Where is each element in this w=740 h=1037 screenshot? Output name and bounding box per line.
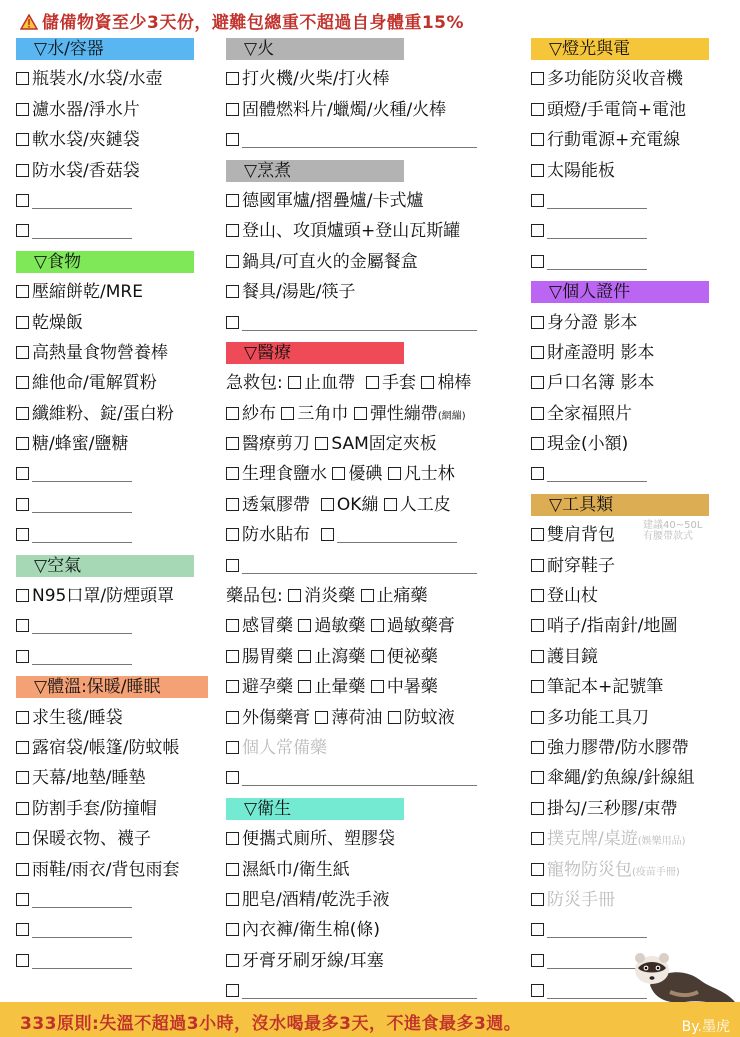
checkbox[interactable] — [366, 376, 379, 389]
checklist-item[interactable]: 濕紙巾/衛生紙 — [226, 855, 526, 885]
checkbox[interactable] — [226, 650, 239, 663]
checkbox[interactable] — [16, 72, 29, 85]
blank-line[interactable] — [32, 528, 132, 543]
checkbox[interactable] — [226, 498, 239, 511]
checkbox[interactable] — [226, 133, 239, 146]
checklist-item[interactable]: 多功能防災收音機 — [531, 64, 736, 94]
blank-item[interactable] — [531, 459, 736, 489]
checkbox[interactable] — [531, 346, 544, 359]
checkbox[interactable] — [531, 407, 544, 420]
blank-line[interactable] — [242, 133, 477, 148]
firstaid-label: 急救包: — [226, 373, 283, 394]
checklist-item[interactable]: 內衣褲/衛生棉(條) — [226, 915, 526, 945]
checkbox[interactable] — [531, 863, 544, 876]
blank-item[interactable] — [16, 186, 216, 216]
checklist-item[interactable]: 打火機/火柴/打火棒 — [226, 64, 526, 94]
author-signature: By.墨虎 — [681, 1019, 730, 1035]
blank-item[interactable] — [226, 551, 526, 581]
checkbox[interactable] — [531, 72, 544, 85]
checklist-item[interactable]: 全家福照片 — [531, 399, 736, 429]
checkbox[interactable] — [388, 467, 401, 480]
checkbox[interactable] — [288, 589, 301, 602]
checkbox[interactable] — [371, 619, 384, 632]
checklist-item[interactable]: 糖/蜂蜜/鹽糖 — [16, 429, 216, 459]
checkbox[interactable] — [16, 589, 29, 602]
section-fire-header: ▽火 — [226, 38, 404, 60]
checkbox[interactable] — [531, 194, 544, 207]
checklist-item[interactable]: 瓶裝水/水袋/水壺 — [16, 64, 216, 94]
checklist-item[interactable]: 防水袋/香菇袋 — [16, 156, 216, 186]
checklist-item[interactable]: 防割手套/防撞帽 — [16, 794, 216, 824]
checkbox[interactable] — [226, 893, 239, 906]
checkbox[interactable] — [332, 467, 345, 480]
blank-line[interactable] — [547, 467, 647, 482]
checkbox[interactable] — [298, 619, 311, 632]
blank-item[interactable] — [16, 520, 216, 550]
section-light-header: ▽燈光與電 — [531, 38, 709, 60]
checkbox[interactable] — [531, 954, 544, 967]
checklist-item[interactable]: 軟水袋/夾鏈袋 — [16, 125, 216, 155]
checkbox[interactable] — [226, 224, 239, 237]
checklist-item[interactable]: 牙膏牙刷牙線/耳塞 — [226, 946, 526, 976]
checkbox[interactable] — [16, 103, 29, 116]
checkbox[interactable] — [531, 133, 544, 146]
checkbox[interactable] — [354, 407, 367, 420]
checkbox[interactable] — [226, 72, 239, 85]
checkbox[interactable] — [531, 316, 544, 329]
checkbox[interactable] — [321, 528, 334, 541]
blank-item[interactable] — [16, 946, 216, 976]
checkbox[interactable] — [298, 650, 311, 663]
medical-row: 防水貼布 — [226, 520, 526, 550]
section-medical-header: ▽醫療 — [226, 342, 404, 364]
blank-line[interactable] — [242, 984, 477, 999]
blank-line[interactable] — [32, 498, 132, 513]
checkbox[interactable] — [531, 619, 544, 632]
checkbox[interactable] — [226, 437, 239, 450]
checkbox[interactable] — [531, 528, 544, 541]
checklist-item[interactable]: 頭燈/手電筒+電池 — [531, 95, 736, 125]
checkbox[interactable] — [531, 802, 544, 815]
checkbox[interactable] — [531, 741, 544, 754]
checklist-item[interactable]: 求生毯/睡袋 — [16, 703, 216, 733]
blank-line[interactable] — [32, 923, 132, 938]
checklist-item[interactable]: 天幕/地墊/睡墊 — [16, 763, 216, 793]
column-left — [16, 38, 216, 976]
checkbox[interactable] — [226, 984, 239, 997]
section-water-header: ▽水/容器 — [16, 38, 194, 60]
checkbox[interactable] — [531, 164, 544, 177]
checklist-item[interactable]: 多功能工具刀 — [531, 703, 736, 733]
checklist-item[interactable]: 登山杖 — [531, 581, 736, 611]
checkbox[interactable] — [16, 498, 29, 511]
checkbox[interactable] — [226, 711, 239, 724]
blank-item[interactable] — [16, 915, 216, 945]
medical-row: 醫療剪刀 SAM固定夾板 — [226, 429, 526, 459]
rule-333-text: 333原則:失溫不超過3小時，沒水喝最多3天，不進食最多3週。 — [20, 1014, 522, 1034]
checkbox[interactable] — [226, 923, 239, 936]
blank-line[interactable] — [547, 923, 647, 938]
checkbox[interactable] — [531, 589, 544, 602]
checklist-item[interactable]: 耐穿鞋子 — [531, 551, 736, 581]
checklist-item[interactable]: 現金(小額) — [531, 429, 736, 459]
checklist-item[interactable]: 固體燃料片/蠟燭/火種/火棒 — [226, 95, 526, 125]
blank-line[interactable] — [242, 771, 477, 786]
checkbox[interactable] — [226, 741, 239, 754]
checklist-item[interactable]: 哨子/指南針/地圖 — [531, 611, 736, 641]
checkbox[interactable] — [16, 893, 29, 906]
blank-item[interactable] — [16, 611, 216, 641]
checklist-item[interactable]: 露宿袋/帳篷/防蚊帳 — [16, 733, 216, 763]
blank-line[interactable] — [337, 528, 457, 543]
checkbox[interactable] — [361, 589, 374, 602]
meds-row: 外傷藥膏 薄荷油 防蚊液 — [226, 703, 526, 733]
checkbox[interactable] — [16, 954, 29, 967]
checklist-item[interactable]: 雨鞋/雨衣/背包雨套 — [16, 855, 216, 885]
backpack-note: 建議40~50L 有腰帶款式 — [643, 520, 703, 543]
checkbox[interactable] — [16, 194, 29, 207]
checklist-item[interactable]: 身分證 影本 — [531, 308, 736, 338]
checkbox[interactable] — [531, 680, 544, 693]
blank-item[interactable] — [16, 216, 216, 246]
column-right — [531, 38, 736, 1007]
blank-line[interactable] — [32, 224, 132, 239]
checkbox[interactable] — [226, 407, 239, 420]
checklist-item[interactable]: 行動電源+充電線 — [531, 125, 736, 155]
blank-line[interactable] — [242, 316, 477, 331]
checkbox[interactable] — [16, 650, 29, 663]
checkbox[interactable] — [388, 711, 401, 724]
checkbox[interactable] — [531, 376, 544, 389]
checklist-item[interactable]: 寵物防災包(疫苗手冊) — [531, 855, 736, 885]
checkbox[interactable] — [531, 103, 544, 116]
checkbox[interactable] — [281, 407, 294, 420]
section-id-header: ▽個人證件 — [531, 281, 709, 303]
checkbox[interactable] — [16, 467, 29, 480]
checkbox[interactable] — [531, 224, 544, 237]
checkbox[interactable] — [16, 832, 29, 845]
checkbox[interactable] — [531, 467, 544, 480]
checklist-item[interactable]: 護目鏡 — [531, 642, 736, 672]
firstaid-row: 急救包: 止血帶 手套 棉棒 — [226, 373, 472, 394]
checkbox[interactable] — [531, 650, 544, 663]
checkbox[interactable] — [226, 255, 239, 268]
checklist-item[interactable]: 餐具/湯匙/筷子 — [226, 277, 526, 307]
meds-row: 腸胃藥 止瀉藥 便祕藥 — [226, 642, 526, 672]
checkbox[interactable] — [16, 346, 29, 359]
blank-item[interactable] — [226, 763, 526, 793]
checkbox[interactable] — [226, 619, 239, 632]
checkbox[interactable] — [226, 194, 239, 207]
checkbox[interactable] — [226, 285, 239, 298]
section-warm-header: ▽體溫:保暖/睡眠 — [16, 676, 208, 698]
checklist-item[interactable]: 登山、攻頂爐頭+登山瓦斯罐 — [226, 216, 526, 246]
checkbox[interactable] — [321, 498, 334, 511]
checkbox[interactable] — [531, 984, 544, 997]
checkbox[interactable] — [371, 650, 384, 663]
checkbox[interactable] — [226, 528, 239, 541]
checkbox[interactable] — [531, 893, 544, 906]
section-tools-header: ▽工具類 — [531, 494, 709, 516]
checkbox[interactable] — [16, 437, 29, 450]
meds-row: 感冒藥 過敏藥 過敏藥膏 — [226, 611, 526, 641]
checkbox[interactable] — [16, 923, 29, 936]
checklist-item[interactable]: 雙肩背包 建議40~50L 有腰帶款式 — [531, 520, 736, 550]
checkbox[interactable] — [226, 316, 239, 329]
warning-icon — [20, 14, 38, 30]
blank-line[interactable] — [32, 893, 132, 908]
checkbox[interactable] — [531, 711, 544, 724]
checklist-item[interactable]: 肥皂/酒精/乾洗手液 — [226, 885, 526, 915]
checkbox[interactable] — [16, 802, 29, 815]
checklist-item[interactable]: N95口罩/防煙頭罩 — [16, 581, 216, 611]
checklist-item[interactable]: 維他命/電解質粉 — [16, 368, 216, 398]
blank-item[interactable] — [16, 642, 216, 672]
checkbox[interactable] — [531, 437, 544, 450]
checklist-item[interactable]: 強力膠帶/防水膠帶 — [531, 733, 736, 763]
checkbox[interactable] — [16, 407, 29, 420]
blank-line[interactable] — [32, 650, 132, 665]
checklist-item[interactable]: 便攜式廁所、塑膠袋 — [226, 824, 526, 854]
blank-line[interactable] — [32, 954, 132, 969]
checklist-item[interactable]: 太陽能板 — [531, 156, 736, 186]
column-middle — [226, 38, 526, 1007]
medical-row: 紗布 三角巾 彈性繃帶(網繃) — [226, 399, 526, 429]
checklist-item[interactable]: 高熱量食物營養棒 — [16, 338, 216, 368]
checkbox[interactable] — [16, 316, 29, 329]
checkbox[interactable] — [226, 832, 239, 845]
checkbox[interactable] — [315, 711, 328, 724]
checkbox[interactable] — [531, 255, 544, 268]
checklist-item[interactable]: 傘繩/釣魚線/針線組 — [531, 763, 736, 793]
checkbox[interactable] — [16, 376, 29, 389]
checkbox[interactable] — [531, 559, 544, 572]
footer-banner — [0, 1002, 740, 1037]
checklist-item[interactable]: 筆記本+記號筆 — [531, 672, 736, 702]
checkbox[interactable] — [226, 680, 239, 693]
medical-row: 生理食鹽水 優碘 凡士林 — [226, 459, 526, 489]
checkbox[interactable] — [16, 133, 29, 146]
checkbox[interactable] — [531, 832, 544, 845]
checklist-item[interactable]: 戶口名簿 影本 — [531, 368, 736, 398]
blank-item[interactable] — [531, 216, 736, 246]
checkbox[interactable] — [531, 771, 544, 784]
checklist-item[interactable]: 掛勾/三秒膠/束帶 — [531, 794, 736, 824]
checkbox[interactable] — [288, 376, 301, 389]
blank-line[interactable] — [32, 194, 132, 209]
section-hygiene-header: ▽衛生 — [226, 798, 404, 820]
section-air-header: ▽空氣 — [16, 555, 194, 577]
title-text: 儲備物資至少3天份，避難包總重不超過自身體重15% — [42, 13, 465, 33]
checklist-item[interactable]: 保暖衣物、襪子 — [16, 824, 216, 854]
blank-item[interactable] — [226, 308, 526, 338]
meds-row: 避孕藥 止暈藥 中暑藥 — [226, 672, 526, 702]
medical-row: 透氣膠帶 OK繃 人工皮 — [226, 490, 526, 520]
blank-line[interactable] — [547, 224, 647, 239]
checkbox[interactable] — [16, 164, 29, 177]
blank-line[interactable] — [547, 194, 647, 209]
checkbox[interactable] — [298, 680, 311, 693]
meds-label: 藥品包: — [226, 586, 283, 607]
blank-item[interactable] — [16, 885, 216, 915]
checkbox[interactable] — [226, 954, 239, 967]
meds-row: 藥品包: 消炎藥 止痛藥 — [226, 586, 428, 607]
blank-item[interactable] — [531, 186, 736, 216]
checkbox[interactable] — [16, 741, 29, 754]
blank-item[interactable] — [16, 459, 216, 489]
blank-item[interactable] — [531, 247, 736, 277]
checkbox[interactable] — [16, 619, 29, 632]
blank-item[interactable] — [226, 125, 526, 155]
checklist-item[interactable]: 德國軍爐/摺疊爐/卡式爐 — [226, 186, 526, 216]
checkbox[interactable] — [421, 376, 434, 389]
checkbox[interactable] — [16, 711, 29, 724]
blank-line[interactable] — [32, 619, 132, 634]
blank-item[interactable] — [16, 490, 216, 520]
checkbox[interactable] — [16, 771, 29, 784]
checkbox[interactable] — [226, 103, 239, 116]
checklist-item[interactable]: 乾燥飯 — [16, 308, 216, 338]
checklist-item[interactable]: 濾水器/淨水片 — [16, 95, 216, 125]
blank-line[interactable] — [547, 255, 647, 270]
checklist-item[interactable]: 纖維粉、錠/蛋白粉 — [16, 399, 216, 429]
section-food-header: ▽食物 — [16, 251, 194, 273]
checklist-item[interactable]: 鍋具/可直火的金屬餐盒 — [226, 247, 526, 277]
checkbox[interactable] — [226, 863, 239, 876]
checkbox[interactable] — [226, 771, 239, 784]
checkbox[interactable] — [16, 285, 29, 298]
checkbox[interactable] — [531, 923, 544, 936]
page-title — [20, 8, 464, 33]
checklist-item[interactable]: 壓縮餅乾/MRE — [16, 277, 216, 307]
checklist-item[interactable]: 個人常備藥 — [226, 733, 526, 763]
section-cook-header: ▽烹煮 — [226, 160, 404, 182]
checklist-item[interactable]: 防災手冊 — [531, 885, 736, 915]
checkbox[interactable] — [16, 224, 29, 237]
checkbox[interactable] — [226, 559, 239, 572]
checkbox[interactable] — [16, 863, 29, 876]
checklist-item[interactable]: 撲克牌/桌遊(娛樂用品) — [531, 824, 736, 854]
checkbox[interactable] — [16, 528, 29, 541]
blank-line[interactable] — [242, 559, 477, 574]
checkbox[interactable] — [384, 498, 397, 511]
checkbox[interactable] — [371, 680, 384, 693]
checklist-item[interactable]: 財產證明 影本 — [531, 338, 736, 368]
checkbox[interactable] — [315, 437, 328, 450]
blank-line[interactable] — [32, 467, 132, 482]
checkbox[interactable] — [226, 467, 239, 480]
